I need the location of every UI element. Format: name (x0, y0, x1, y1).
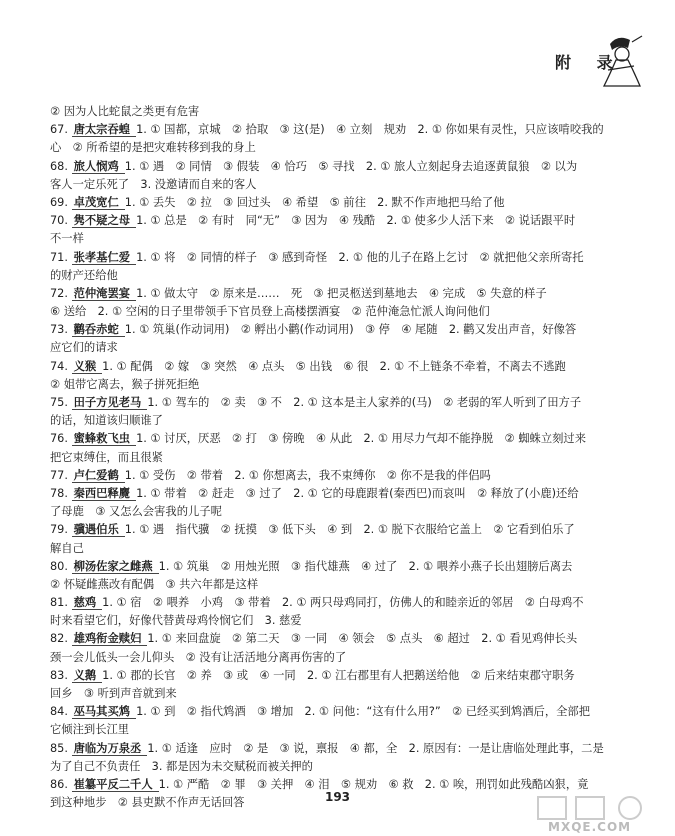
answer-line (50, 176, 660, 194)
entry-text: ② 姐带它离去，猴子拼死拒绝 (50, 377, 200, 391)
entry-title: 崔簒平反二千人 (72, 778, 159, 792)
answer-line (50, 558, 660, 576)
entry-number: 69. (50, 195, 68, 209)
answer-line (50, 249, 660, 267)
entry-title: 蜜蜂救飞虫 (72, 432, 137, 446)
entry-number: 79. (50, 523, 68, 537)
entry-number: 68. (50, 159, 68, 173)
entry-title: 唐临为万泉丞 (72, 742, 148, 756)
answer-line (50, 321, 660, 339)
answer-line (50, 521, 660, 539)
entry-text: 应它们的请求 (50, 341, 118, 355)
entry-title: 雄鸡衔金赎妇 (72, 632, 148, 646)
entry-text: 解自己 (50, 541, 84, 555)
entry-text: 1. ① 遇 指代骥 ② 抚摸 ③ 低下头 ④ 到 2. ① 脱下衣服给它盖上 ② 它看到伯乐了 (124, 523, 575, 537)
answer-line (50, 758, 660, 776)
entry-number: 84. (50, 705, 68, 719)
entry-text: 1. ① 适逢 应时 ② 是 ③ 说，禀报 ④ 都，全 2. 原因有：一是让唐临处理此事，二是 (147, 741, 604, 755)
entry-text: 回乡 ③ 听到声音就到来 (50, 687, 177, 700)
answer-line (50, 139, 660, 157)
entry-text: 客人一定乐死了 3. 没邀请而自来的客人 (50, 177, 257, 191)
page-header: 附 录 (555, 53, 623, 72)
entry-title: 旅人悯鸡 (72, 160, 125, 174)
entry-number: 73. (50, 323, 68, 337)
entry-text: 1. ① 筑巢(作动词用) ② 孵出小鹳(作动词用) ③ 停 ④ 尾随 2. 鹳又发出声音，好像答 (124, 323, 577, 337)
entry-text: 1. ① 做太守 ② 原来是…… 死 ③ 把灵柩送到墓地去 ④ 完成 ⑤ 失意的样子 (136, 286, 547, 300)
entry-text: 1. ① 带着 ② 赶走 ③ 过了 2. ① 它的母鹿跟着(秦西巴)而哀叫 ② 释放了(小鹿)还给 (136, 486, 579, 500)
page-number: 193 (324, 790, 351, 804)
entry-title: 义鹅 (72, 669, 103, 683)
entry-text: 它倾注到长江里 (50, 723, 130, 737)
answer-line (50, 158, 660, 176)
entry-text: 1. ① 受伤 ② 带着 2. ① 你想离去，我不束缚你 ② 你不是我的伴侣吗 (124, 468, 491, 482)
answer-line (50, 703, 660, 721)
entry-title: 范仲淹罢宴 (72, 287, 137, 301)
entry-text: 1. ① 遇 ② 同情 ③ 假装 ④ 恰巧 ⑤ 寻找 2. ① 旅人立刻起身去追逐黄鼠狼 ② 以为 (124, 159, 578, 173)
answer-line (50, 394, 660, 412)
entry-title: 隽不疑之母 (72, 214, 137, 228)
entry-text: 1. ① 驾车的 ② 卖 ③ 不 2. ① 这本是主人家养的(马) ② 老弱的军人听到了田方子 (147, 396, 582, 409)
answer-line (50, 430, 660, 448)
scholar-illustration-icon (590, 30, 650, 90)
entry-text: ② 因为人比蛇鼠之类更有危害 (50, 105, 200, 118)
entry-text: 1. ① 配偶 ② 嫁 ③ 突然 ④ 点头 ⑤ 出钱 ⑥ 很 2. ① 不上链条不牵着，不离去不逃跑 (102, 359, 566, 373)
entry-title: 秦西巴释麑 (72, 487, 137, 501)
entry-text: 为了自己不负责任 3. 都是因为未交赋税而被关押的 (50, 759, 313, 773)
answer-line (50, 449, 660, 467)
entry-title: 卓茂宽仁 (72, 196, 125, 210)
answer-line (50, 576, 660, 594)
answer-line (50, 467, 660, 485)
entry-number: 70. (50, 214, 68, 228)
entry-text: 时来看望它们，好像代替黄母鸡怜悯它们 3. 慈爱 (50, 614, 302, 628)
entry-number: 81. (50, 596, 68, 610)
entry-title: 田子方见老马 (72, 396, 148, 410)
entry-text: 颈一会儿低头一会儿仰头 ② 没有让活活地分离再伤害的了 (50, 650, 347, 664)
answer-line (50, 194, 660, 212)
entry-text: ② 怀疑雌燕改有配偶 ③ 共六年都是这样 (50, 577, 259, 591)
entry-text: 1. ① 总是 ② 有时 同“无” ③ 因为 ④ 残酷 2. ① 使多少人活下来 ② 说话跟平时 (136, 214, 576, 228)
entry-number: 85. (50, 741, 68, 755)
entry-text: 的话，知道该归顺谁了 (50, 414, 163, 428)
entry-number: 86. (50, 777, 68, 791)
answer-line (50, 649, 660, 667)
entry-title: 柳汤佐家之雌燕 (72, 560, 159, 574)
entry-text: 了母鹿 ③ 又怎么会害我的儿子呢 (50, 505, 222, 519)
entry-text: 到这种地步 ② 县吏默不作声无话回答 (50, 796, 245, 810)
answer-line (50, 230, 660, 248)
answer-line (50, 540, 660, 558)
entry-title: 张孝基仁爱 (72, 251, 137, 265)
entry-title: 卢仁爱鹤 (72, 469, 125, 483)
answer-line (50, 630, 660, 648)
answer-line (50, 412, 660, 430)
answer-list (50, 103, 660, 812)
entry-text: 把它束缚住，而且很紧 (50, 450, 163, 464)
entry-text: 不一样 (50, 232, 84, 246)
entry-number: 72. (50, 286, 68, 300)
answer-line (50, 285, 660, 303)
answer-line (50, 485, 660, 503)
entry-number: 83. (50, 668, 68, 682)
answer-line (50, 685, 660, 703)
entry-text: 1. ① 讨厌，厌恶 ② 打 ③ 傍晚 ④ 从此 2. ① 用尽力气却不能挣脱 ② 蜘蛛立刻过来 (136, 432, 587, 446)
entry-text: ⑥ 送给 2. ① 空闲的日子里带领手下官员登上高楼摆酒宴 ② 范仲淹急忙派人询问他们 (50, 305, 490, 319)
answer-line (50, 740, 660, 758)
answer-line (50, 612, 660, 630)
entry-number: 76. (50, 432, 68, 446)
answer-line (50, 503, 660, 521)
entry-title: 义猴 (72, 360, 103, 374)
entry-title: 鹳呑赤蛇 (72, 323, 125, 337)
entry-title: 慈鸡 (72, 596, 103, 610)
answer-line (50, 121, 660, 139)
entry-text: 1. ① 将 ② 同情的样子 ③ 感到奇怪 2. ① 他的儿子在路上乞讨 ② 就把他父亲所寄托 (136, 250, 584, 264)
entry-number: 82. (50, 632, 68, 646)
entry-number: 77. (50, 468, 68, 482)
entry-number: 74. (50, 359, 68, 373)
entry-title: 骥遇伯乐 (72, 523, 125, 537)
watermark-url: MXQE.COM (548, 820, 632, 834)
entry-text: 心 ② 所希望的是把灾难转移到我的身上 (50, 141, 256, 155)
entry-number: 80. (50, 559, 68, 573)
answer-line (50, 667, 660, 685)
answer-line (50, 303, 660, 321)
entry-number: 75. (50, 396, 68, 409)
entry-title: 巫马其买鸩 (72, 705, 137, 719)
entry-text: 的财产还给他 (50, 268, 118, 282)
entry-number: 67. (50, 123, 68, 137)
entry-text: 1. ① 宿 ② 喂养 小鸡 ③ 带着 2. ① 两只母鸡同打，仿佛人的和睦亲近的邻居 ② 白母鸡不 (102, 596, 584, 610)
answer-line (50, 376, 660, 394)
entry-text: 1. ① 郡的长官 ② 养 ③ 或 ④ 一同 2. ① 江右郡里有人把鹅送给他 ② 后来结束郡守职务 (102, 668, 575, 682)
answer-line (50, 339, 660, 357)
answer-line (50, 212, 660, 230)
answer-line (50, 358, 660, 376)
entry-text: 1. ① 丢失 ② 拉 ③ 回过头 ④ 希望 ⑤ 前往 2. 默不作声地把马给了他 (124, 195, 505, 209)
entry-text: 1. ① 来回盘旋 ② 第二天 ③ 一同 ④ 领会 ⑤ 点头 ⑥ 超过 2. ① 看见鸡伸长头 (147, 632, 578, 646)
entry-text: 1. ① 国都，京城 ② 拾取 ③ 这(是) ④ 立刻 规劝 2. ① 你如果有灵性，只应该啃咬我的 (136, 123, 604, 137)
entry-title: 唐太宗吞蝗 (72, 123, 137, 137)
entry-text: 1. ① 筑巢 ② 用烛光照 ③ 指代雄燕 ④ 过了 2. ① 喂养小燕子长出翅膀后离去 (158, 559, 573, 573)
answer-line (50, 267, 660, 285)
entry-number: 71. (50, 250, 68, 264)
entry-text: 1. ① 严酷 ② 罪 ③ 关押 ④ 泪 ⑤ 规劝 ⑥ 救 2. ① 唉，刑罚如此残酷凶狠，竟 (158, 777, 589, 791)
answer-line (50, 594, 660, 612)
answer-line (50, 721, 660, 739)
answer-line (50, 103, 660, 121)
entry-text: 1. ① 到 ② 指代鸩酒 ③ 增加 2. ① 问他：“这有什么用?” ② 已经买到鸩酒后，全部把 (136, 705, 591, 719)
entry-number: 78. (50, 486, 68, 500)
